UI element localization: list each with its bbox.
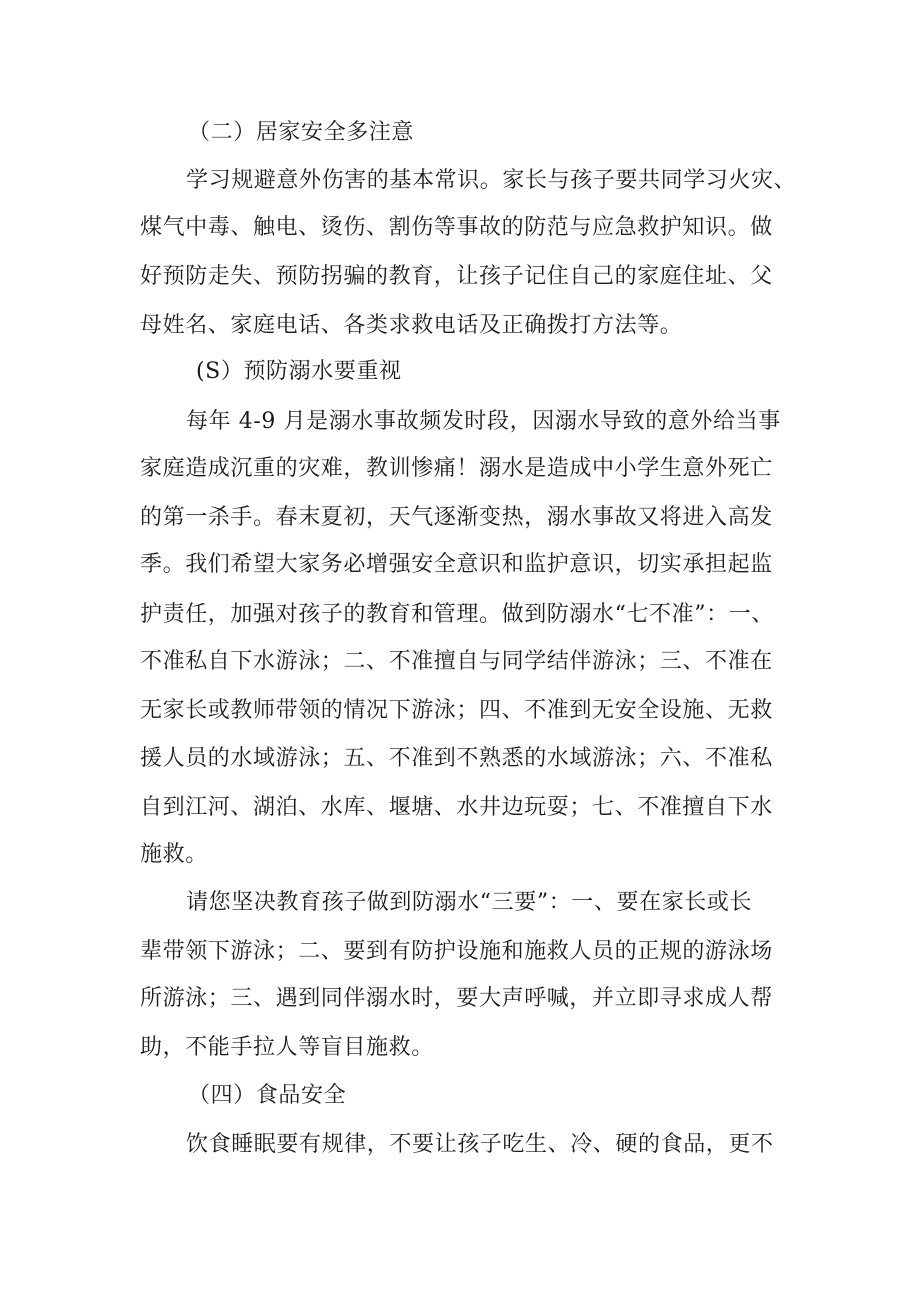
paragraph-line: 季。我们希望大家务必增强安全意识和监护意识，切实承担起监 xyxy=(140,552,773,577)
paragraph-line: 护责任，加强对孩子的教育和管理。做到防溺水“七不准”：一、 xyxy=(140,602,774,627)
paragraph-line: 的第一杀手。春末夏初，天气逐渐变热，溺水事故又将进入高发 xyxy=(140,505,773,530)
paragraph-line: 母姓名、家庭电话、各类求救电话及正确拨打方法等。 xyxy=(140,313,683,338)
section-heading-home-safety: （二）居家安全多注意 xyxy=(188,120,415,145)
paragraph-line: 煤气中毒、触电、烫伤、割伤等事故的防范与应急救护知识。做 xyxy=(140,215,773,240)
paragraph-line: 不准私自下水游泳；二、不准擅自与同学结伴游泳；三、不准在 xyxy=(140,649,773,674)
paragraph-line: 援人员的水域游泳；五、不准到不熟悉的水域游泳；六、不准私 xyxy=(140,746,773,771)
paragraph-line: 每年 4-9 月是溺水事故频发时段，因溺水导致的意外给当事 xyxy=(186,409,781,434)
paragraph-line: 请您坚决教育孩子做到防溺水“三要”：一、要在家长或长 xyxy=(186,890,753,915)
section-heading-food-safety: （四）食品安全 xyxy=(188,1083,347,1108)
paragraph-line: 学习规避意外伤害的基本常识。家长与孩子要共同学习火灾、 xyxy=(186,168,797,193)
section-heading-drowning: (S）预防溺水要重视 xyxy=(196,359,402,384)
paragraph-line: 所游泳；三、遇到同伴溺水时，要大声呼喊，并立即寻求成人帮 xyxy=(140,986,773,1011)
paragraph-line: 好预防走失、预防拐骗的教育，让孩子记住自己的家庭住址、父 xyxy=(140,264,773,289)
paragraph-line: 施救。 xyxy=(140,842,208,867)
paragraph-line: 无家长或教师带领的情况下游泳；四、不准到无安全设施、无救 xyxy=(140,698,773,723)
paragraph-line: 家庭造成沉重的灾难，教训惨痛！溺水是造成中小学生意外死亡 xyxy=(140,456,773,481)
paragraph-line: 饮食睡眠要有规律，不要让孩子吃生、冷、硬的食品，更不 xyxy=(186,1132,774,1157)
paragraph-line: 助，不能手拉人等盲目施救。 xyxy=(140,1035,434,1060)
paragraph-line: 辈带领下游泳；二、要到有防护设施和施救人员的正规的游泳场 xyxy=(140,939,773,964)
paragraph-line: 自到江河、湖泊、水库、堰塘、水井边玩耍；七、不准擅自下水 xyxy=(140,795,773,820)
